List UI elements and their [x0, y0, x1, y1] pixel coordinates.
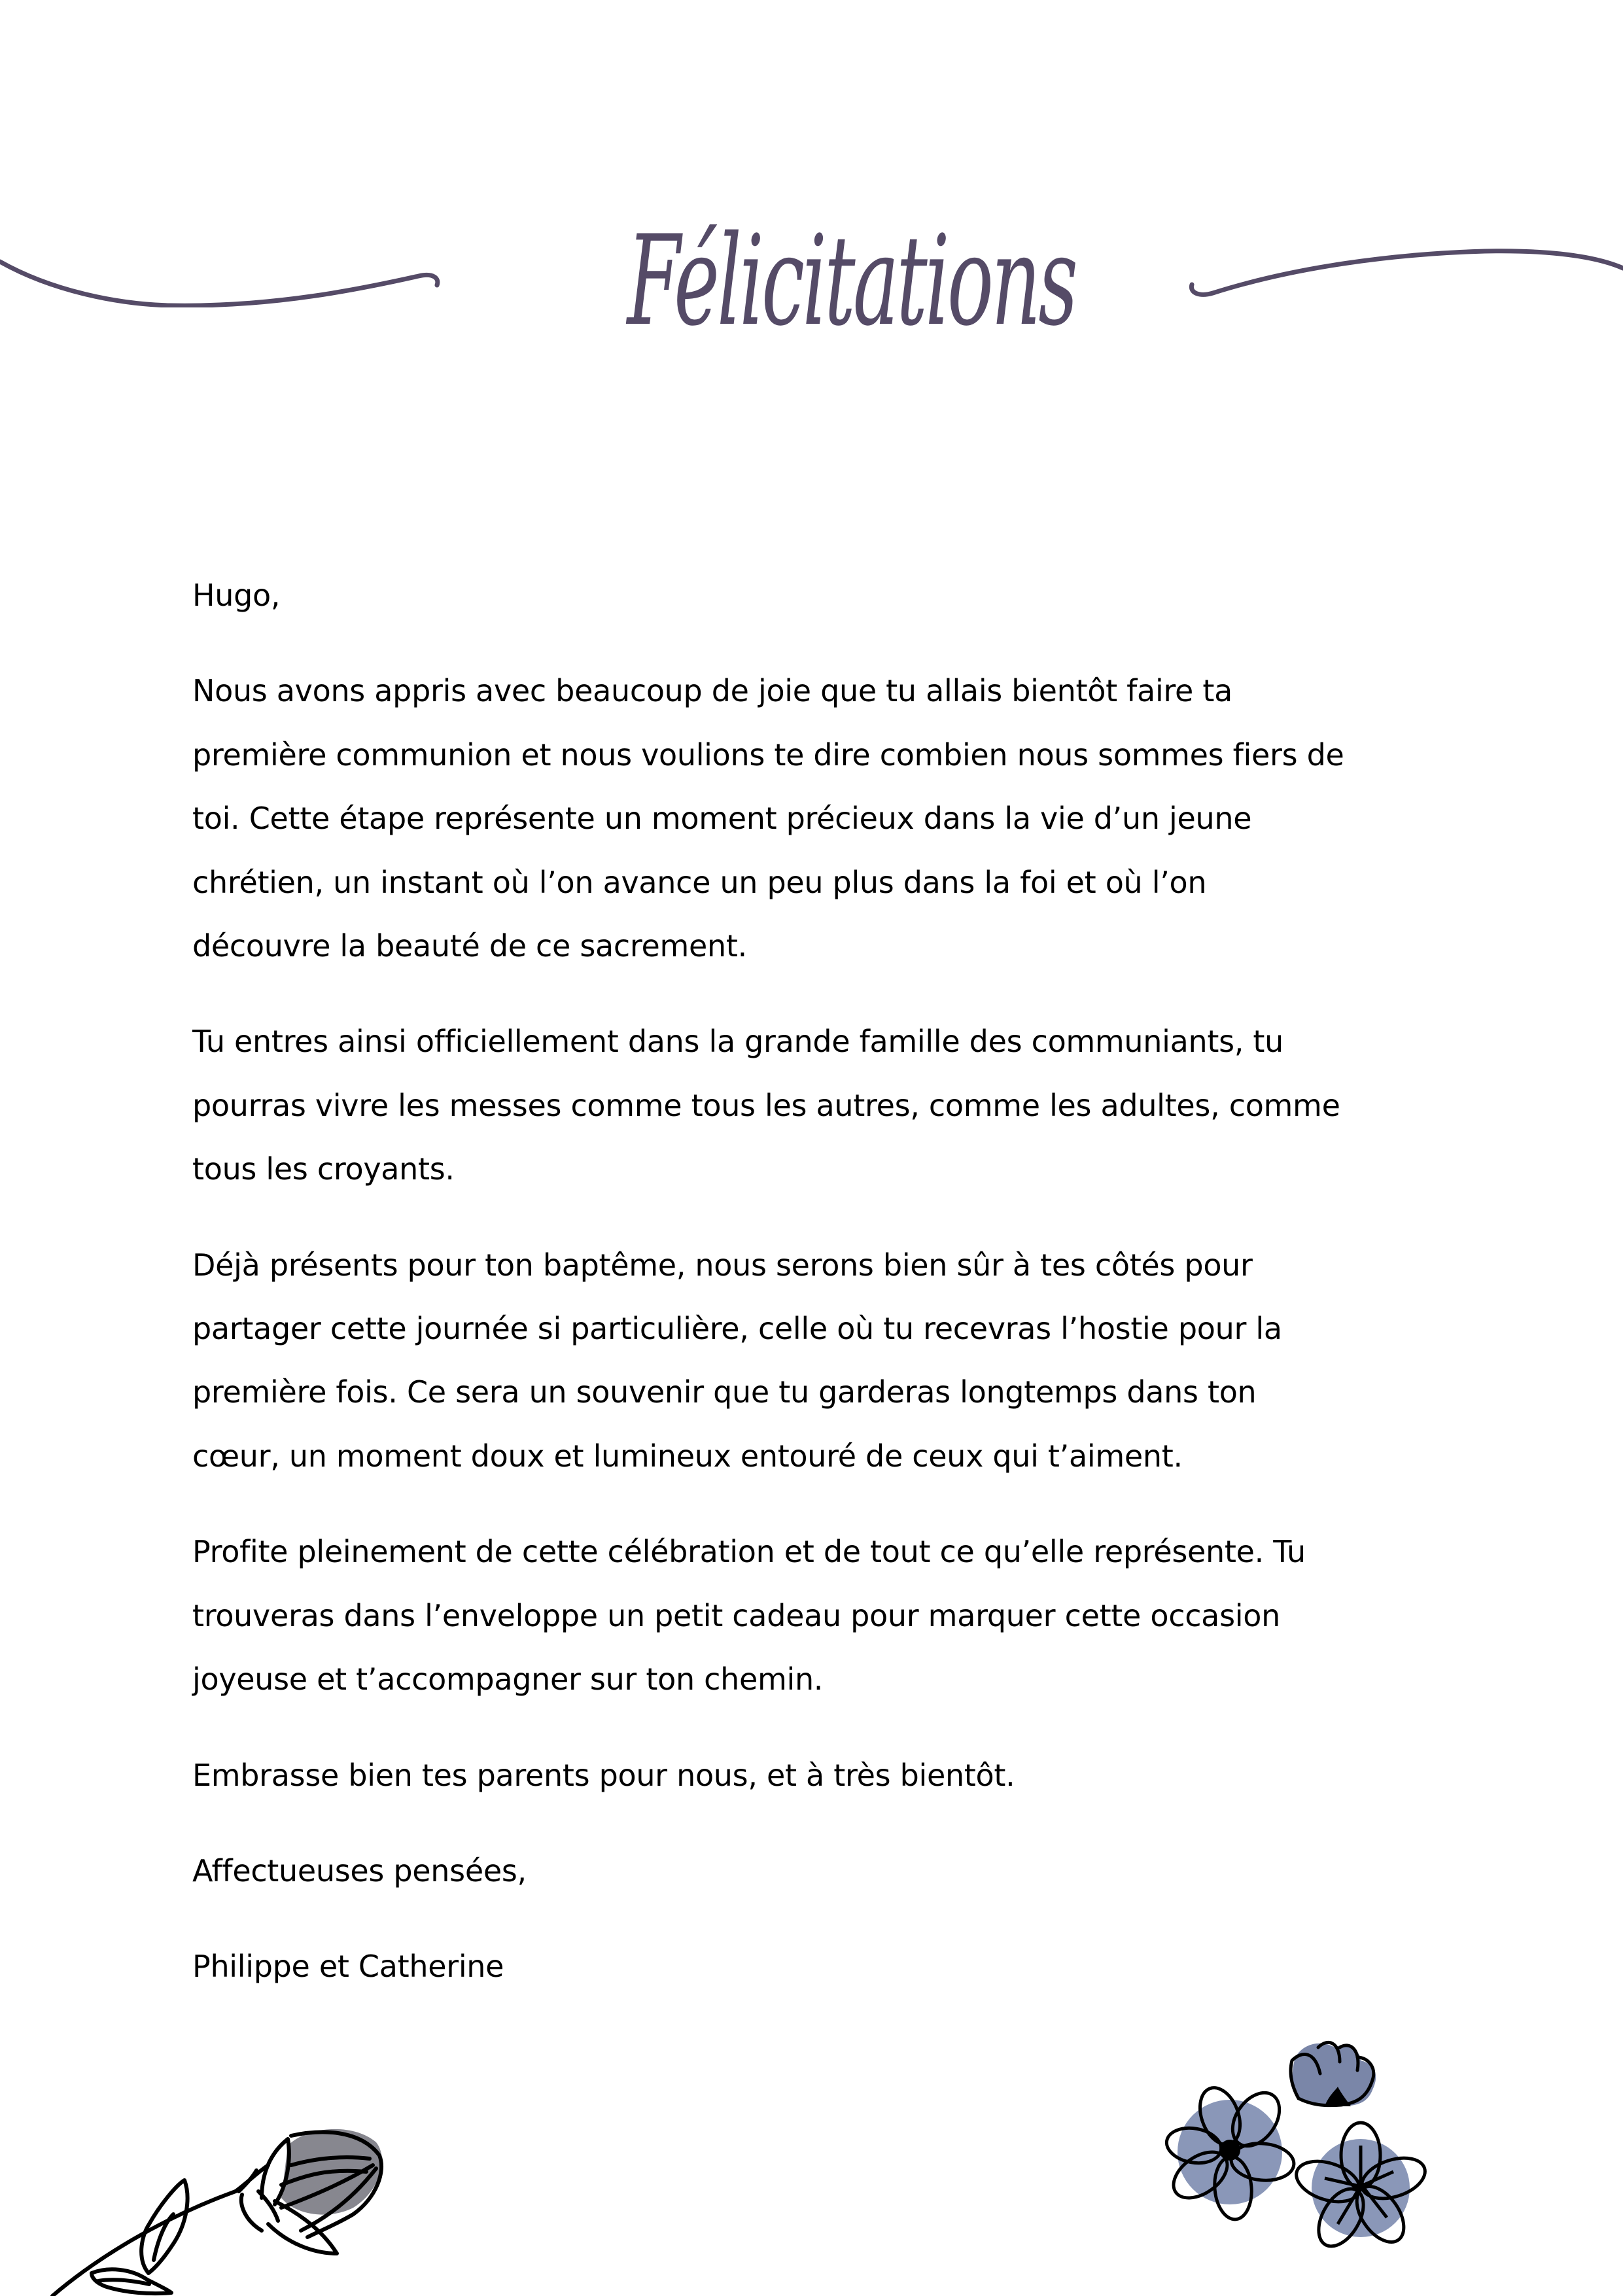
flower-left [1164, 2082, 1295, 2221]
rose-icon [0, 2093, 425, 2296]
flower-right [1291, 2123, 1430, 2250]
letter-body [192, 564, 1455, 2031]
flowers-icon [1164, 2021, 1439, 2250]
letter-paragraph: Embrasse bien tes parents pour nous, et à très bientôt. [192, 1757, 1015, 1793]
page-title: Félicitations [627, 209, 1076, 353]
letter-paragraph: Nous avons appris avec beaucoup de joie que tu allais bientôt faire ta première communion et nous voulions te dire combien nous sommes fiers de toi. Cette étape représente un moment précieux dans la vie d’un jeune chrétien, un instant où l’on avance un peu plus dans la foi et où l’on découvre la beauté de ce sacrement. [192, 673, 1344, 964]
letter-paragraph: Profite pleinement de cette célébration et de tout ce qu’elle représente. Tu trouveras dans l’enveloppe un petit cadeau pour marquer cette occasion joyeuse et t’accompagner sur ton chemin. [192, 1534, 1306, 1697]
letter-paragraph: Déjà présents pour ton baptême, nous serons bien sûr à tes côtés pour partager cette journée si particulière, celle où tu recevras l’hostie pour la première fois. Ce sera un souvenir que tu garderas longtemps dans ton cœur, un moment doux et lumineux entouré de ceux qui t’aiment. [192, 1247, 1282, 1474]
letter-paragraph: Tu entres ainsi officiellement dans la grande famille des communiants, tu pourras vivre les messes comme tous les autres, comme les adultes, comme tous les croyants. [192, 1024, 1340, 1187]
letter-signature: Philippe et Catherine [192, 1949, 504, 1985]
flower-top [1291, 2042, 1376, 2106]
swash-line-right-icon [1178, 242, 1623, 307]
swash-line-left-icon [0, 242, 458, 307]
letter-greeting: Hugo, [192, 578, 281, 613]
letter-closing: Affectueuses pensées, [192, 1852, 527, 1888]
